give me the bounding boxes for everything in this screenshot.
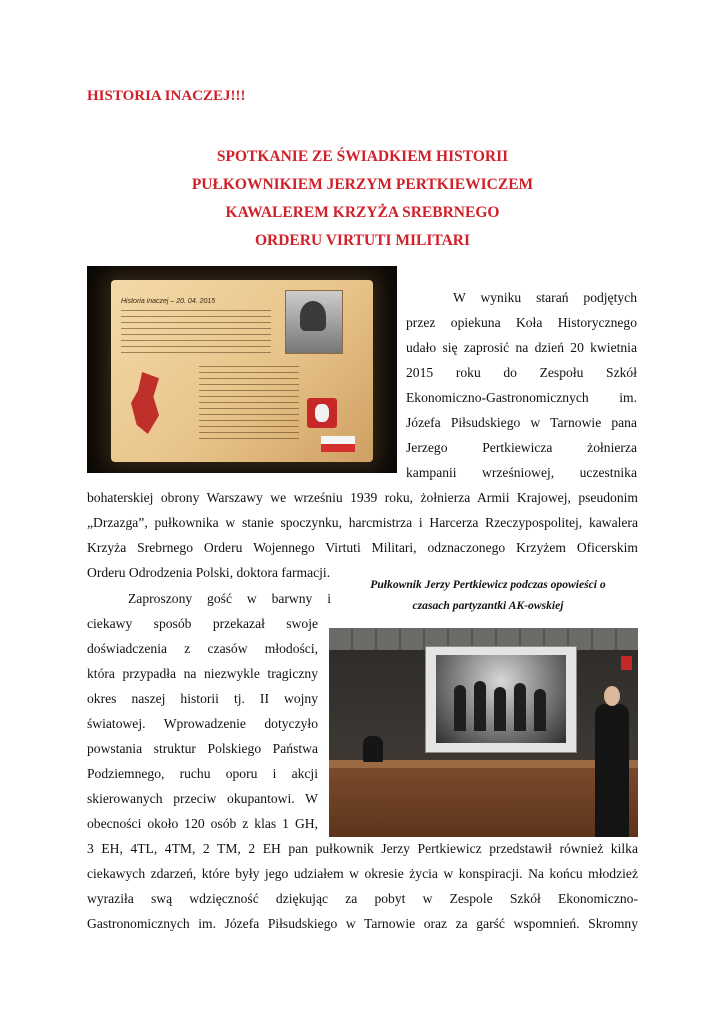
text-line: Orderu Odrodzenia Polski, doktora farmacji. bbox=[87, 565, 331, 580]
map-graphic bbox=[131, 372, 159, 434]
eagle-emblem-icon bbox=[307, 398, 337, 428]
projected-photo bbox=[436, 655, 566, 743]
text-line: 2015 roku do Zespołu Szkół bbox=[406, 365, 637, 380]
projected-slide bbox=[111, 280, 373, 462]
text-line: okres naszej historii tj. II wojny bbox=[87, 691, 318, 706]
text-line: Krzyża Srebrnego Orderu Wojennego Virtuti Militari, odznaczonego Krzyżem Oficerskim bbox=[87, 540, 638, 555]
text-line: obecności około 120 osób z klas 1 GH, bbox=[87, 816, 318, 831]
headline-line-3: KAWALEREM KRZYŻA SREBRNEGO bbox=[225, 204, 500, 221]
polish-flag-icon bbox=[321, 436, 355, 452]
desk bbox=[329, 768, 638, 837]
speaker-figure bbox=[595, 686, 629, 837]
text-line: „Drzazga”, pułkownika w stanie spoczynku, harcmistrza i Harcerza Rzeczypospolitej, kawalera bbox=[87, 515, 638, 530]
kicker-heading: HISTORIA INACZEJ!!! bbox=[87, 88, 246, 104]
text-line: Józefa Piłsudskiego w Tarnowie pana bbox=[406, 415, 637, 430]
text-line: 3 EH, 4TL, 4TM, 2 TM, 2 EH pan pułkownik Jerzy Pertkiewicz przedstawił również kilka bbox=[87, 841, 638, 856]
seated-person bbox=[363, 736, 383, 762]
text-line: powstania struktur Polskiego Państwa bbox=[87, 741, 318, 756]
text-line: Zaproszony gość w barwny i bbox=[128, 591, 331, 606]
text-line: Podziemnego, ruchu oporu i akcji bbox=[87, 766, 318, 781]
caption-line: Pułkownik Jerzy Pertkiewicz podczas opowieści o bbox=[370, 578, 606, 591]
text-line: bohaterskiej obrony Warszawy we wrześniu 1939 roku, żołnierza Armii Krajowej, pseudonim bbox=[87, 490, 638, 505]
text-line: Gastronomicznych im. Józefa Piłsudskiego w Tarnowie oraz za garść wspomnień. Skromny bbox=[87, 916, 638, 931]
text-line: ciekawych zdarzeń, które były jego udziałem w okresie życia w konspiracji. Na końcu młodzież bbox=[87, 866, 638, 881]
headline-line-4: ORDERU VIRTUTI MILITARI bbox=[254, 232, 471, 249]
classroom-photo bbox=[329, 628, 638, 837]
presentation-slide-photo bbox=[87, 266, 397, 473]
text-line: skierowanych przeciw okupantowi. W bbox=[87, 791, 318, 806]
wall-emblem-icon bbox=[621, 656, 632, 670]
portrait-photo bbox=[285, 290, 343, 354]
photo-caption bbox=[338, 574, 638, 616]
text-line: Jerzego Pertkiewicza żołnierza bbox=[406, 440, 637, 455]
projection-screen bbox=[425, 646, 577, 753]
text-line: W wyniku starań podjętych bbox=[453, 290, 637, 305]
caption-line: czasach partyzantki AK-owskiej bbox=[412, 599, 564, 612]
text-line: światowej. Wprowadzenie dotyczyło bbox=[87, 716, 318, 731]
text-line: wyraziła swą wdzięczność dziękując za pobyt w Zespole Szkół Ekonomiczno- bbox=[87, 891, 638, 906]
slide-title: Historia inaczej – 20. 04. 2015 bbox=[121, 298, 216, 305]
headline-line-1: SPOTKANIE ZE ŚWIADKIEM HISTORII bbox=[216, 148, 509, 165]
text-line: Ekonomiczno-Gastronomicznych im. bbox=[406, 390, 637, 405]
text-line: ciekawy sposób przekazał swoje bbox=[87, 616, 318, 631]
text-line: kampanii wrześniowej, uczestnika bbox=[406, 465, 637, 480]
headline-line-2: PUŁKOWNIKIEM JERZYM PERTKIEWICZEM bbox=[191, 176, 534, 193]
text-line: udało się zaprosić na dzień 20 kwietnia bbox=[406, 340, 637, 355]
text-line: która przypadła na niezwykle tragiczny bbox=[87, 666, 318, 681]
text-line: przez opiekuna Koła Historycznego bbox=[406, 315, 637, 330]
text-line: doświadczenia z czasów młodości, bbox=[87, 641, 318, 656]
